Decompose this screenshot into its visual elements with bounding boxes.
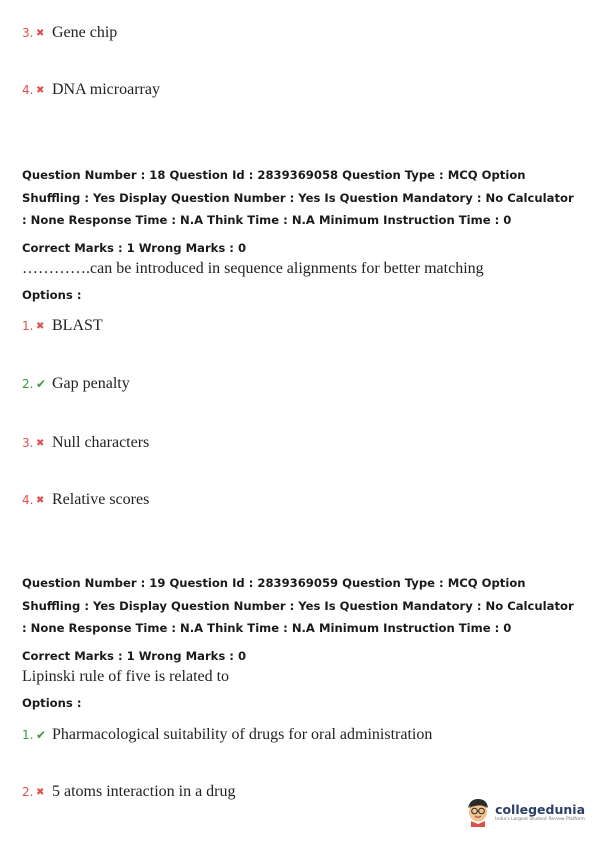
option-number: 3.: [22, 26, 34, 40]
cross-icon: ✖: [36, 320, 45, 332]
cross-icon: ✖: [36, 786, 45, 798]
option-row: [22, 781, 236, 803]
option-row: [22, 22, 117, 44]
option-text: Gap penalty: [52, 375, 130, 392]
logo-name: collegedunia: [495, 802, 585, 817]
option-number: 4.: [22, 493, 34, 507]
option-row: [22, 373, 130, 395]
option-text: Null characters: [52, 434, 150, 451]
option-number: 3.: [22, 436, 34, 450]
option-row: [22, 724, 432, 746]
cross-icon: ✖: [36, 437, 45, 449]
option-row: [22, 432, 149, 454]
cross-icon: ✖: [36, 494, 45, 506]
option-row: [22, 315, 103, 337]
option-text: Gene chip: [52, 24, 118, 41]
question-text: Lipinski rule of five is related to: [22, 668, 230, 685]
collegedunia-logo: [465, 797, 585, 827]
cross-icon: ✖: [36, 27, 45, 39]
options-label: Options :: [22, 696, 82, 710]
logo-tagline: India's Largest Student Review Platform: [495, 817, 585, 822]
check-icon: ✔: [36, 728, 47, 742]
option-text: Relative scores: [52, 491, 150, 508]
option-text: 5 atoms interaction in a drug: [52, 783, 236, 800]
option-number: 1.: [22, 728, 34, 742]
option-number: 2.: [22, 785, 34, 799]
question-meta: Question Number : 19 Question Id : 2839369059 Question Type : MCQ Option Shuffling : Yes Display Question Number : Yes Is Question Mandatory : No Calculator : None Response Time : N.A Think Time : N.A Minimum Instruction Time : 0: [22, 576, 574, 635]
question-marks: Correct Marks : 1 Wrong Marks : 0: [22, 241, 247, 255]
option-text: DNA microarray: [52, 81, 160, 98]
option-text: BLAST: [52, 317, 103, 334]
option-text: Pharmacological suitability of drugs for oral administration: [52, 726, 433, 743]
question-marks: Correct Marks : 1 Wrong Marks : 0: [22, 649, 247, 663]
options-label: Options :: [22, 288, 82, 302]
option-number: 1.: [22, 319, 34, 333]
option-row: [22, 489, 149, 511]
mascot-icon: [465, 797, 491, 827]
option-number: 4.: [22, 83, 34, 97]
cross-icon: ✖: [36, 84, 45, 96]
question-text: ………….can be introduced in sequence alignments for better matching: [22, 260, 484, 277]
option-row: [22, 79, 160, 101]
question-meta: Question Number : 18 Question Id : 2839369058 Question Type : MCQ Option Shuffling : Yes Display Question Number : Yes Is Question Mandatory : No Calculator : None Response Time : N.A Think Time : N.A Minimum Instruction Time : 0: [22, 168, 574, 227]
check-icon: ✔: [36, 377, 47, 391]
option-number: 2.: [22, 377, 34, 391]
